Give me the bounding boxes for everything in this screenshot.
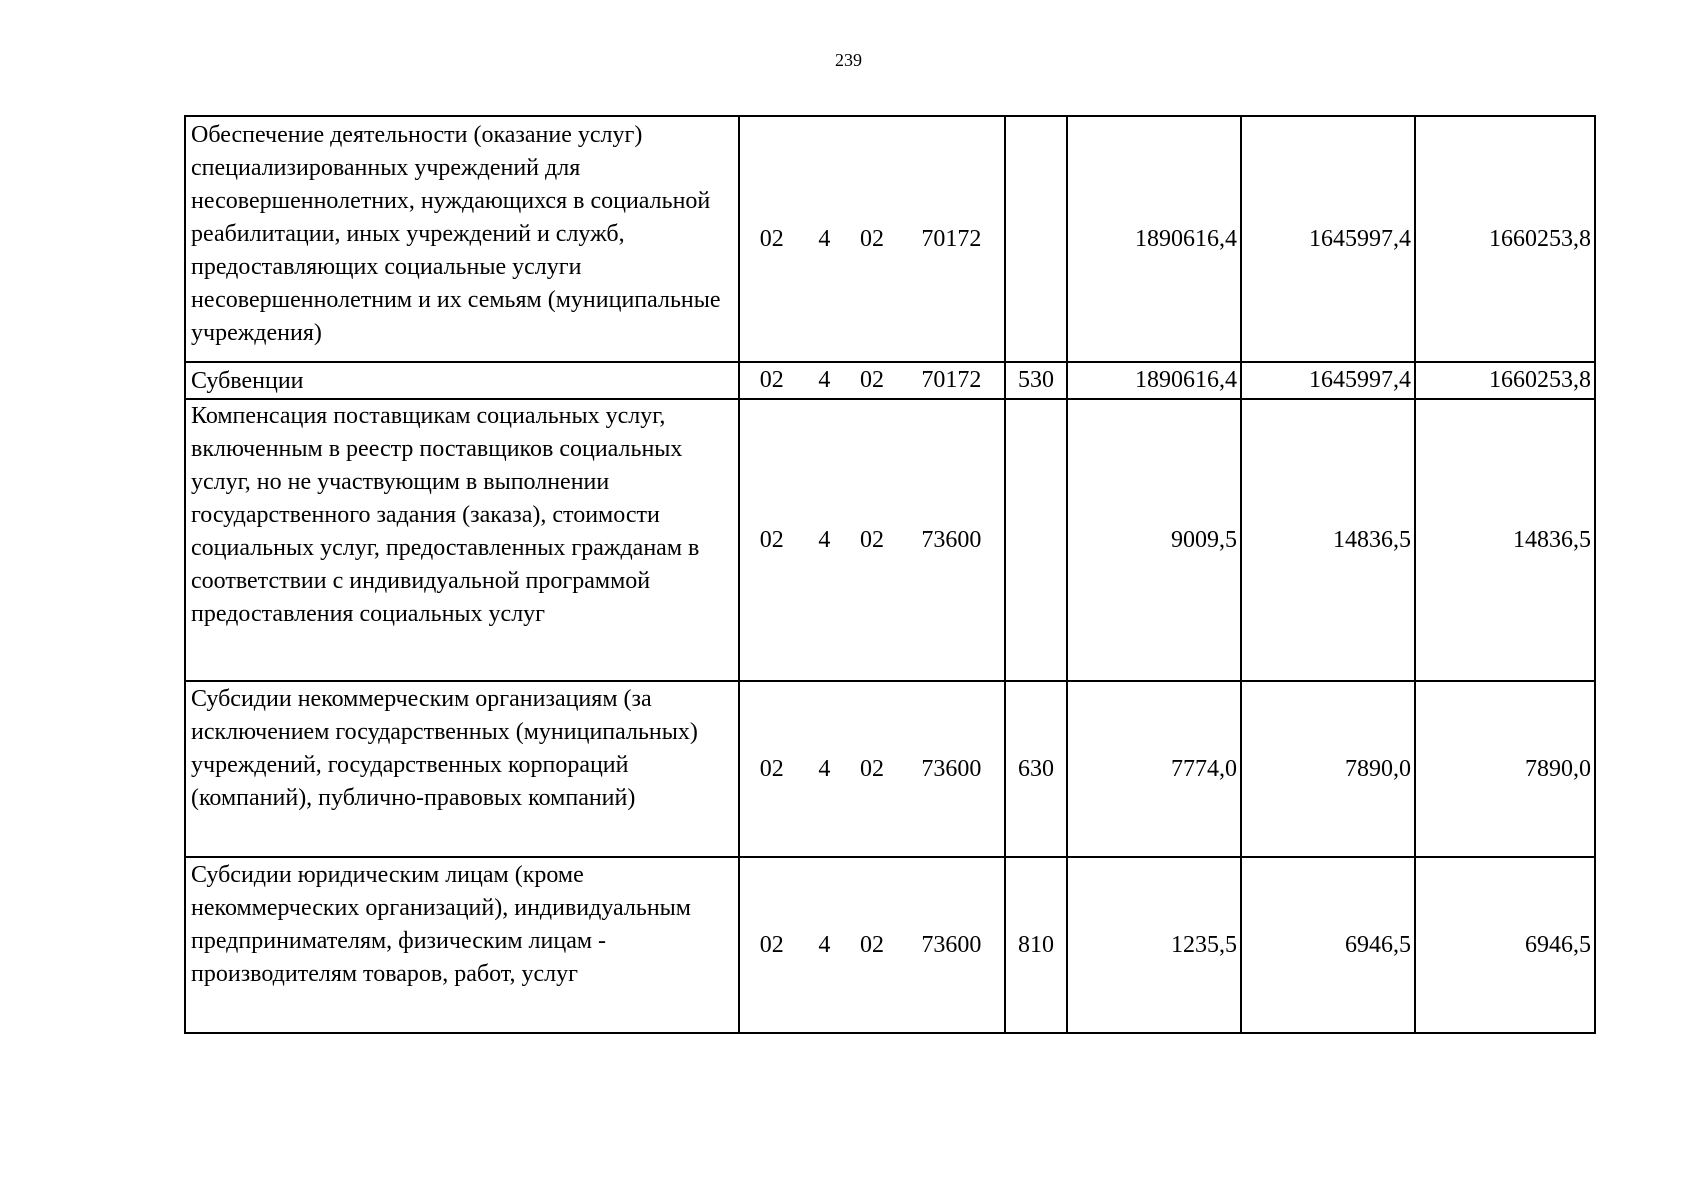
subprogram-code: 02: [860, 755, 884, 782]
expense-type-cell: 530: [1005, 362, 1067, 399]
expense-type-cell: [1005, 399, 1067, 681]
amount-1-cell: 7774,0: [1067, 681, 1241, 857]
table-row: [185, 362, 1595, 399]
subprogram-code: 02: [860, 526, 884, 553]
row-name-cell: Обеспечение деятельности (оказание услуг) специализированных учреждений для несовершеннолетних, нуждающихся в социальной реабилитации, иных учреждений и служб, предоставляющих социальные услуги несовершеннолетним и их семьям (муниципальные учреждения): [185, 116, 739, 362]
section-code: 02: [759, 526, 784, 553]
amount-3-cell: 6946,5: [1415, 857, 1595, 1033]
target-code: 70172: [921, 367, 982, 393]
section-code: 02: [759, 931, 784, 958]
amount-3-cell: 1660253,8: [1415, 116, 1595, 362]
amount-1-cell: 1890616,4: [1067, 116, 1241, 362]
amount-3-cell: 1660253,8: [1415, 362, 1595, 399]
table-row: [185, 399, 1595, 681]
budget-table: [184, 115, 1596, 1034]
row-name-cell: Субвенции: [185, 362, 739, 399]
amount-2-cell: 6946,5: [1241, 857, 1415, 1033]
target-code: 70172: [921, 225, 982, 252]
classification-codes-cell: [739, 399, 1005, 681]
target-code: 73600: [921, 755, 982, 782]
expense-type-cell: 630: [1005, 681, 1067, 857]
amount-1-cell: 9009,5: [1067, 399, 1241, 681]
amount-2-cell: 7890,0: [1241, 681, 1415, 857]
classification-codes-cell: [739, 681, 1005, 857]
classification-codes-cell: [739, 857, 1005, 1033]
expense-type-cell: [1005, 116, 1067, 362]
amount-2-cell: 14836,5: [1241, 399, 1415, 681]
amount-1-cell: 1235,5: [1067, 857, 1241, 1033]
subprogram-code: 02: [860, 225, 884, 252]
target-code: 73600: [921, 526, 982, 553]
amount-2-cell: 1645997,4: [1241, 116, 1415, 362]
amount-3-cell: 14836,5: [1415, 399, 1595, 681]
program-code: 4: [818, 755, 831, 782]
subprogram-code: 02: [860, 367, 884, 393]
row-name-cell: Субсидии юридическим лицам (кроме некоммерческих организаций), индивидуальным предпринимателям, физическим лицам - производителям товаров, работ, услуг: [185, 857, 739, 1033]
program-code: 4: [818, 526, 831, 553]
table-row: [185, 681, 1595, 857]
page-number: 239: [835, 50, 862, 70]
program-code: 4: [818, 225, 831, 252]
program-code: 4: [818, 367, 831, 393]
section-code: 02: [759, 755, 784, 782]
target-code: 73600: [921, 931, 982, 958]
amount-3-cell: 7890,0: [1415, 681, 1595, 857]
amount-1-cell: 1890616,4: [1067, 362, 1241, 399]
amount-2-cell: 1645997,4: [1241, 362, 1415, 399]
classification-codes-cell: [739, 362, 1005, 399]
row-name-cell: Компенсация поставщикам социальных услуг, включенным в реестр поставщиков социальных услуг, но не участвующим в выполнении государственного задания (заказа), стоимости социальных услуг, предоставленных гражданам в соответствии с индивидуальной программой предоставления социальных услуг: [185, 399, 739, 681]
table-row: [185, 857, 1595, 1033]
section-code: 02: [759, 367, 784, 393]
expense-type-cell: 810: [1005, 857, 1067, 1033]
section-code: 02: [759, 225, 784, 252]
classification-codes-cell: [739, 116, 1005, 362]
program-code: 4: [818, 931, 831, 958]
subprogram-code: 02: [860, 931, 884, 958]
row-name-cell: Субсидии некоммерческим организациям (за исключением государственных (муниципальных) учреждений, государственных корпораций (компаний), публично-правовых компаний): [185, 681, 739, 857]
table-row: [185, 116, 1595, 362]
